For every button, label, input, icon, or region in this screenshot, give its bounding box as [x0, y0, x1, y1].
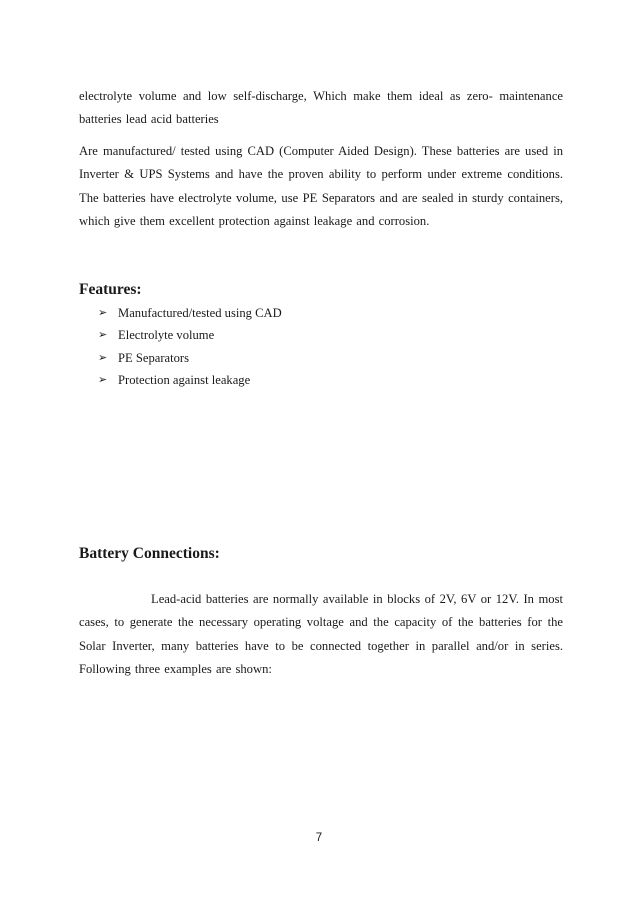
battery-connections-heading: Battery Connections:	[79, 545, 220, 562]
feature-item	[98, 324, 282, 346]
intro-paragraph-manufacturing: Are manufactured/ tested using CAD (Computer Aided Design). These batteries are used in Inverter & UPS Systems and have the proven ability to perform under extreme conditions. The batteries have electrolyte volume, use PE Separators and are sealed in sturdy containers, which give them excellent protection against leakage and corrosion.	[79, 143, 563, 229]
arrow-bullet-icon: ➢	[98, 306, 108, 319]
feature-item	[98, 347, 282, 369]
intro-paragraph-continued: electrolyte volume and low self-discharge, Which make them ideal as zero- maintenance batteries lead acid batteries	[79, 88, 563, 127]
features-list	[98, 302, 282, 391]
arrow-bullet-icon: ➢	[98, 328, 108, 342]
arrow-bullet-icon: ➢	[98, 372, 108, 386]
feature-item-label: PE Separators	[118, 350, 189, 365]
feature-item	[98, 369, 282, 391]
arrow-bullet-icon: ➢	[98, 350, 108, 364]
page-number: 7	[315, 832, 323, 844]
features-heading: Features:	[79, 281, 142, 298]
feature-item-label: Protection against leakage	[118, 372, 251, 387]
feature-item-label: Electrolyte volume	[118, 328, 215, 343]
battery-connections-paragraph: Lead-acid batteries are normally available in blocks of 2V, 6V or 12V. In most cases, to generate the necessary operating voltage and the capacity of the batteries for the Solar Inverter, many batteries have to be connected together in parallel and/or in series. Following three examples are shown:	[79, 591, 563, 677]
feature-item	[98, 302, 282, 324]
feature-item-label: Manufactured/tested using CAD	[118, 306, 282, 320]
